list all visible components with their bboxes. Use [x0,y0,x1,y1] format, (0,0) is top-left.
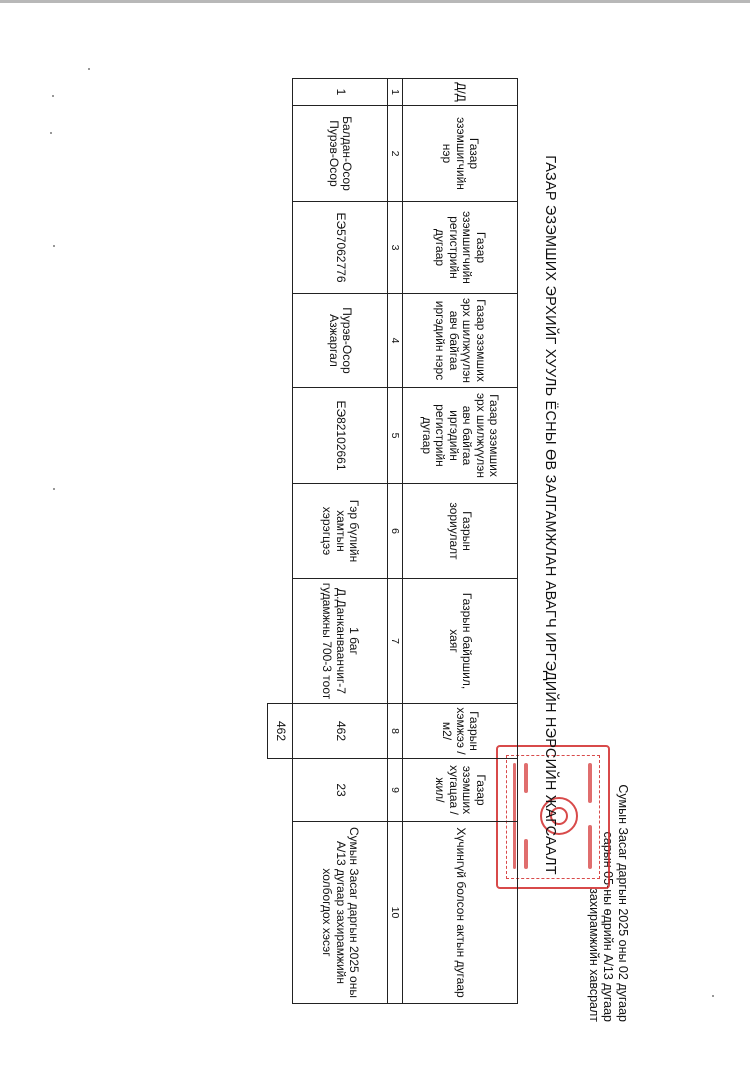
cell-holder-register: ЕЭ57062776 [293,202,388,294]
annotation-line-1: Сумын Засаг даргын 2025 оны 02 дугаар [616,784,630,1022]
header-recipient-name: Газар эзэмших эрх шилжүүлэн авч байгаа иргэдийн нэрс [403,294,518,388]
annotation-line-2: сарын 05-ны өдрийн А/13 дугаар [601,831,616,1022]
header-recipient-register: Газар эзэмших эрх шилжүүлэн авч байгаа иргэдийн регистрийн дугаар [403,388,518,484]
header-void-act: Хүчингүй болсон актын дугаар [403,822,518,1004]
header-purpose: Газрын зориулалт [403,484,518,579]
total-row-spacer [268,759,293,822]
cell-holder-name: Балдан-Осор Пурэв-Осор [293,106,388,202]
column-number: 1 [388,79,403,106]
table-row [293,79,388,1004]
header-holder-name: Газар эзэмшигчийн нэр [403,106,518,202]
header-index: Д/Д [403,79,518,106]
cell-recipient-register: ЕЭ82102661 [293,388,388,484]
header-term: Газар эзэмших хугацаа /жил/ [403,759,518,822]
column-number: 2 [388,106,403,202]
total-row-spacer [268,79,293,704]
column-number: 8 [388,704,403,759]
cell-index: 1 [293,79,388,106]
column-number: 6 [388,484,403,579]
cell-void-act: Сумын Засаг даргын 2025 оны А/13 дугаар захирамжийн холбогдох хэсэг [293,822,388,1004]
column-number-row [388,79,403,1004]
column-number: 5 [388,388,403,484]
column-number: 3 [388,202,403,294]
cell-recipient-name: Пурэв-Осор Азжаргал [293,294,388,388]
annotation-line-3: захирамжийн хавсралт [587,888,601,1022]
recipients-table [267,78,518,1004]
cell-area: 462 [293,704,388,759]
header-holder-register: Газар эзэмшигчийн регистрийн дугаар [403,202,518,294]
cell-purpose: Гэр бүлийн хамтын хэрэгцээ [293,484,388,579]
column-number: 10 [388,822,403,1004]
total-row [268,79,293,1004]
total-area: 462 [268,704,293,759]
document-title: ГАЗАР ЭЗЭМШИХ ЭРХИЙГ ХУУЛЬ ЁСНЫ ӨВ ЗАЛГАМЖЛАН АВАГЧ ИРГЭДИЙН НЭРСИЙН ЖАГСААЛТ [542,155,558,875]
total-row-spacer [268,822,293,1004]
cell-location: 1 баг Д.Данканваанчиг-7 гудамжны 700-3 тоот [293,579,388,704]
header-location: Газрын байршил, хаяг [403,579,518,704]
column-number: 7 [388,579,403,704]
header-area: Газрын хэмжээ /м2/ [403,704,518,759]
cell-term: 23 [293,759,388,822]
column-number: 4 [388,294,403,388]
header-row [403,79,518,1004]
column-number: 9 [388,759,403,822]
